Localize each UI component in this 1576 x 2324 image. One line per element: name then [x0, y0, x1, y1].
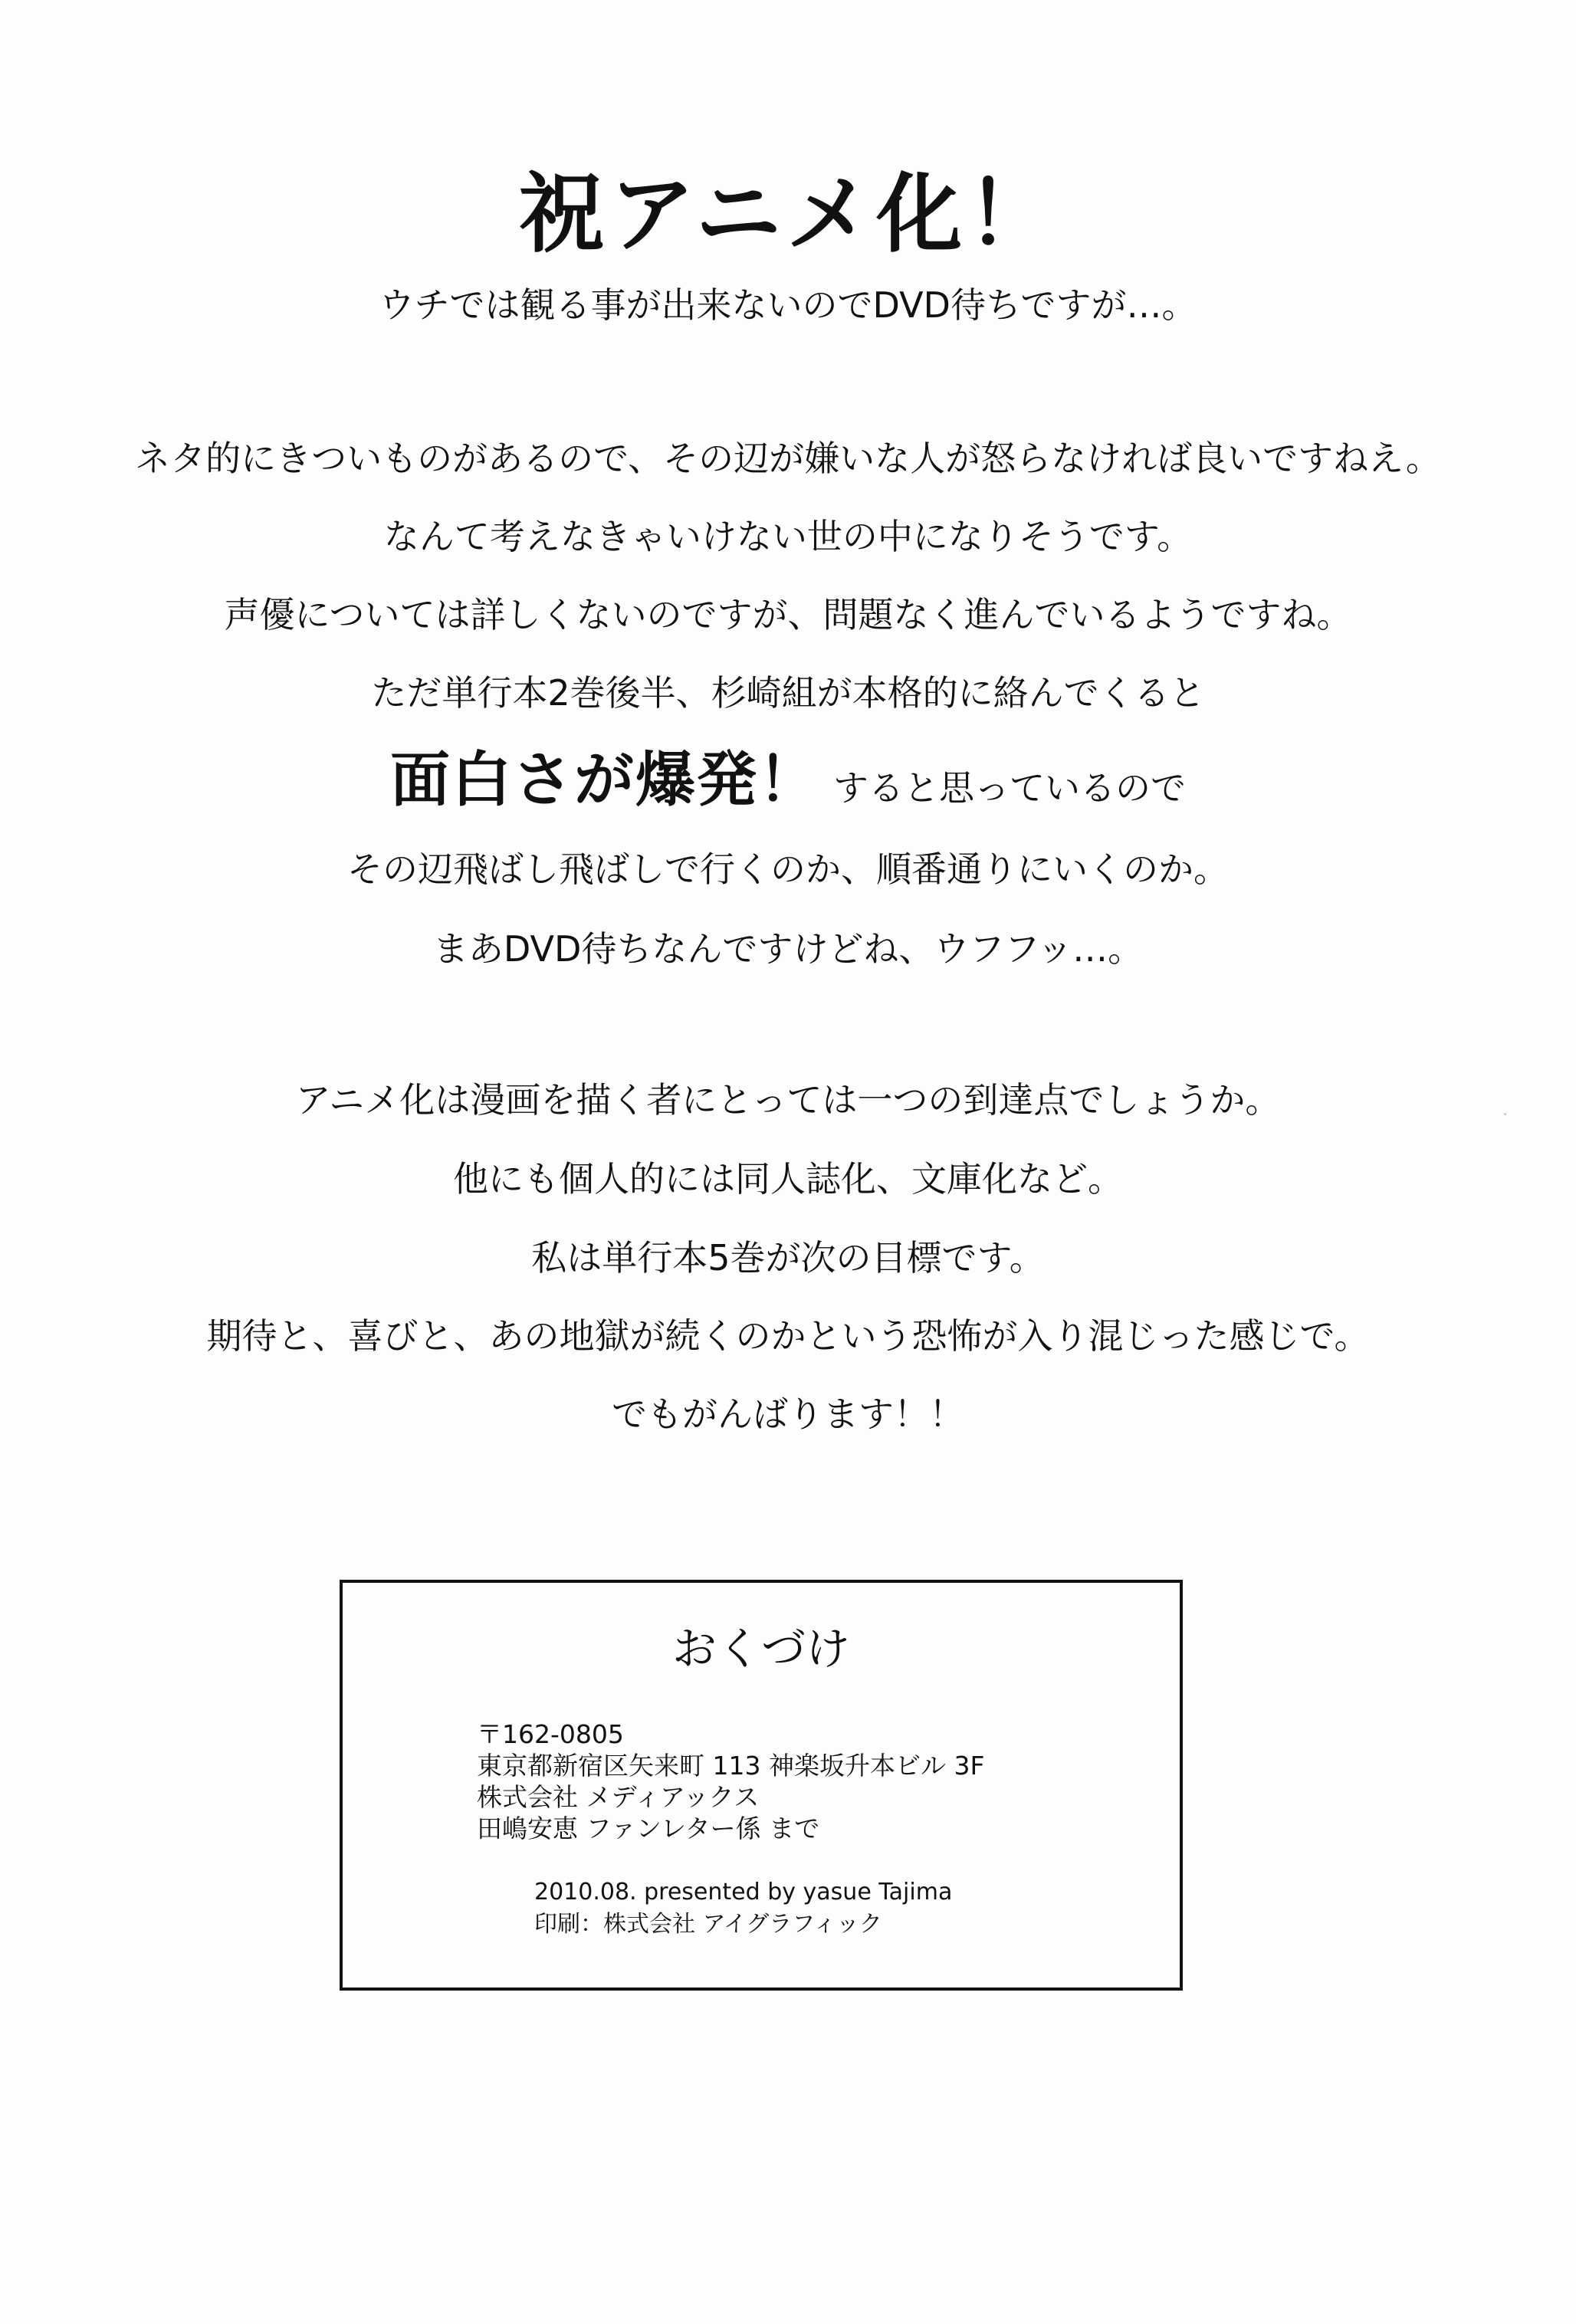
text-line: 他にも個人的には同人誌化、文庫化など。	[453, 1158, 1123, 1200]
text-line: まあDVD待ちなんですけどね、ウフフッ…。	[432, 928, 1144, 970]
colophon-credits	[534, 1876, 952, 1941]
page-title: 祝アニメ化！	[518, 165, 1058, 264]
postal-code: 〒162-0805	[477, 1719, 624, 1749]
text-line: ただ単行本2巻後半、杉崎組が本格的に絡んでくると	[371, 672, 1205, 714]
colophon-title: おくづけ	[671, 1623, 850, 1675]
text-line: なんて考えなきゃいけない世の中になりそうです。	[383, 516, 1193, 557]
emphasis-line	[0, 742, 1576, 835]
text-line: 期待と、喜びと、あの地獄が続くのかという恐怖が入り混じった感じで。	[206, 1315, 1370, 1357]
colophon-address	[477, 1718, 984, 1844]
text-line: ネタ的にきついものがあるので、その辺が嫌いな人が怒らなければ良いですねえ。	[135, 438, 1441, 479]
text-line: でもがんばります！！	[612, 1393, 964, 1435]
text-line: 私は単行本5巻が次の目標です。	[531, 1237, 1045, 1279]
scan-speck	[1504, 1113, 1506, 1115]
address-line: 東京都新宿区矢来町 113 神楽坂升本ビル 3F	[477, 1751, 985, 1781]
text-line: アニメ化は漫画を描く者にとっては一つの到達点でしょうか。	[295, 1079, 1281, 1121]
text-line: 声優については詳しくないのですが、問題なく進んでいるようですね。	[224, 594, 1352, 635]
emphasis-rest-text: すると思っているので	[833, 767, 1186, 809]
text-line: その辺飛ばし飛ばしで行くのか、順番通りにいくのか。	[347, 849, 1229, 890]
publisher-name: 株式会社 メディアックス	[477, 1782, 760, 1812]
printer-line: 印刷：株式会社 アイグラフィック	[534, 1911, 882, 1938]
colophon-box	[340, 1580, 1183, 1991]
text-line: ウチでは観る事が出来ないのでDVD待ちですが…。	[379, 284, 1197, 326]
presented-by-line: 2010.08. presented by yasue Tajima	[534, 1879, 953, 1905]
fan-letter-line: 田嶋安恵 ファンレター係 まで	[477, 1814, 820, 1843]
emphasis-text: 面白さが爆発！	[389, 746, 819, 815]
